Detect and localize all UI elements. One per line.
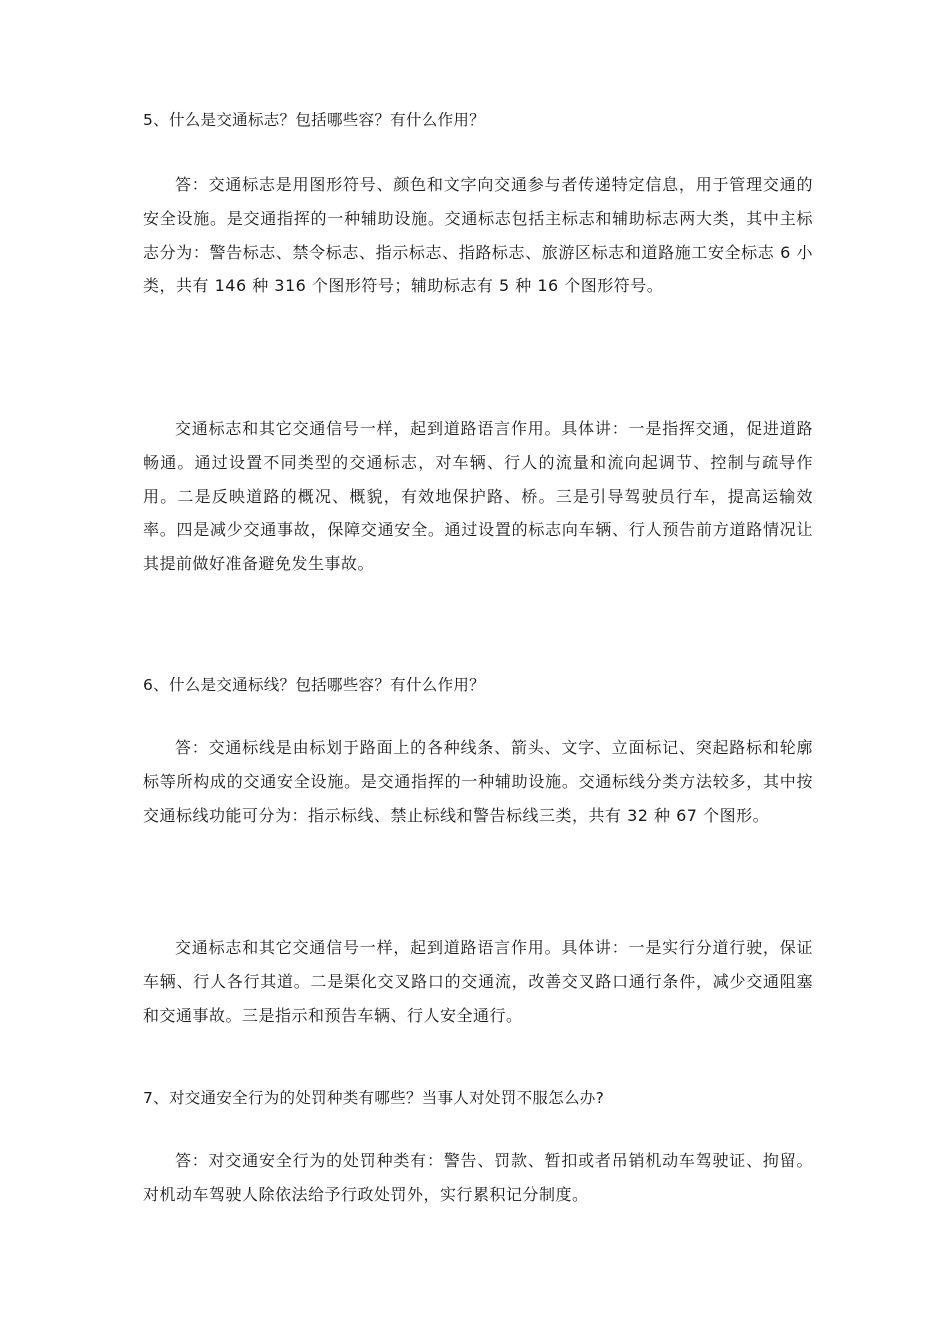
question-5: 5、什么是交通标志？包括哪些容？有什么作用？	[143, 111, 485, 129]
answer-6: 答：交通标线是由标划于路面上的各种线条、箭头、文字、立面标记、突起路标和轮廓标等所构成的交通安全设施。是交通指挥的一种辅助设施。交通标线分类方法较多，其中按交通标线功能可分为：指示标线、禁止标线和警告标线三类，共有 32 种 67 个图形。	[143, 738, 813, 825]
answer-5: 答：交通标志是用图形符号、颜色和文字向交通参与者传递特定信息，用于管理交通的安全设施。是交通指挥的一种辅助设施。交通标志包括主标志和辅助标志两大类，其中主标志分为：警告标志、禁令标志、指示标志、指路标志、旅游区标志和道路施工安全标志 6 小类，共有 146 种 316 个图形符号；辅助标志有 5 种 16 个图形符号。	[143, 175, 813, 296]
detail-6: 交通标志和其它交通信号一样，起到道路语言作用。具体讲：一是实行分道行驶，保证车辆、行人各行其道。二是渠化交叉路口的交通流，改善交叉路口通行条件，减少交通阻塞和交通事故。三是指示和预告车辆、行人安全通行。	[143, 938, 813, 1025]
question-6: 6、什么是交通标线？包括哪些容？有什么作用？	[143, 676, 485, 694]
question-7: 7、对交通安全行为的处罚种类有哪些？当事人对处罚不服怎么办?	[143, 1089, 605, 1107]
answer-7: 答：对交通安全行为的处罚种类有：警告、罚款、暂扣或者吊销机动车驾驶证、拘留。对机动车驾驶人除依法给予行政处罚外，实行累积记分制度。	[143, 1151, 813, 1204]
detail-5: 交通标志和其它交通信号一样，起到道路语言作用。具体讲：一是指挥交通，促进道路畅通。通过设置不同类型的交通标志，对车辆、行人的流量和流向起调节、控制与疏导作用。二是反映道路的概况、概貌，有效地保护路、桥。三是引导驾驶员行车，提高运输效率。四是减少交通事故，保障交通安全。通过设置的标志向车辆、行人预告前方道路情况让其提前做好准备避免发生事故。	[143, 419, 813, 574]
